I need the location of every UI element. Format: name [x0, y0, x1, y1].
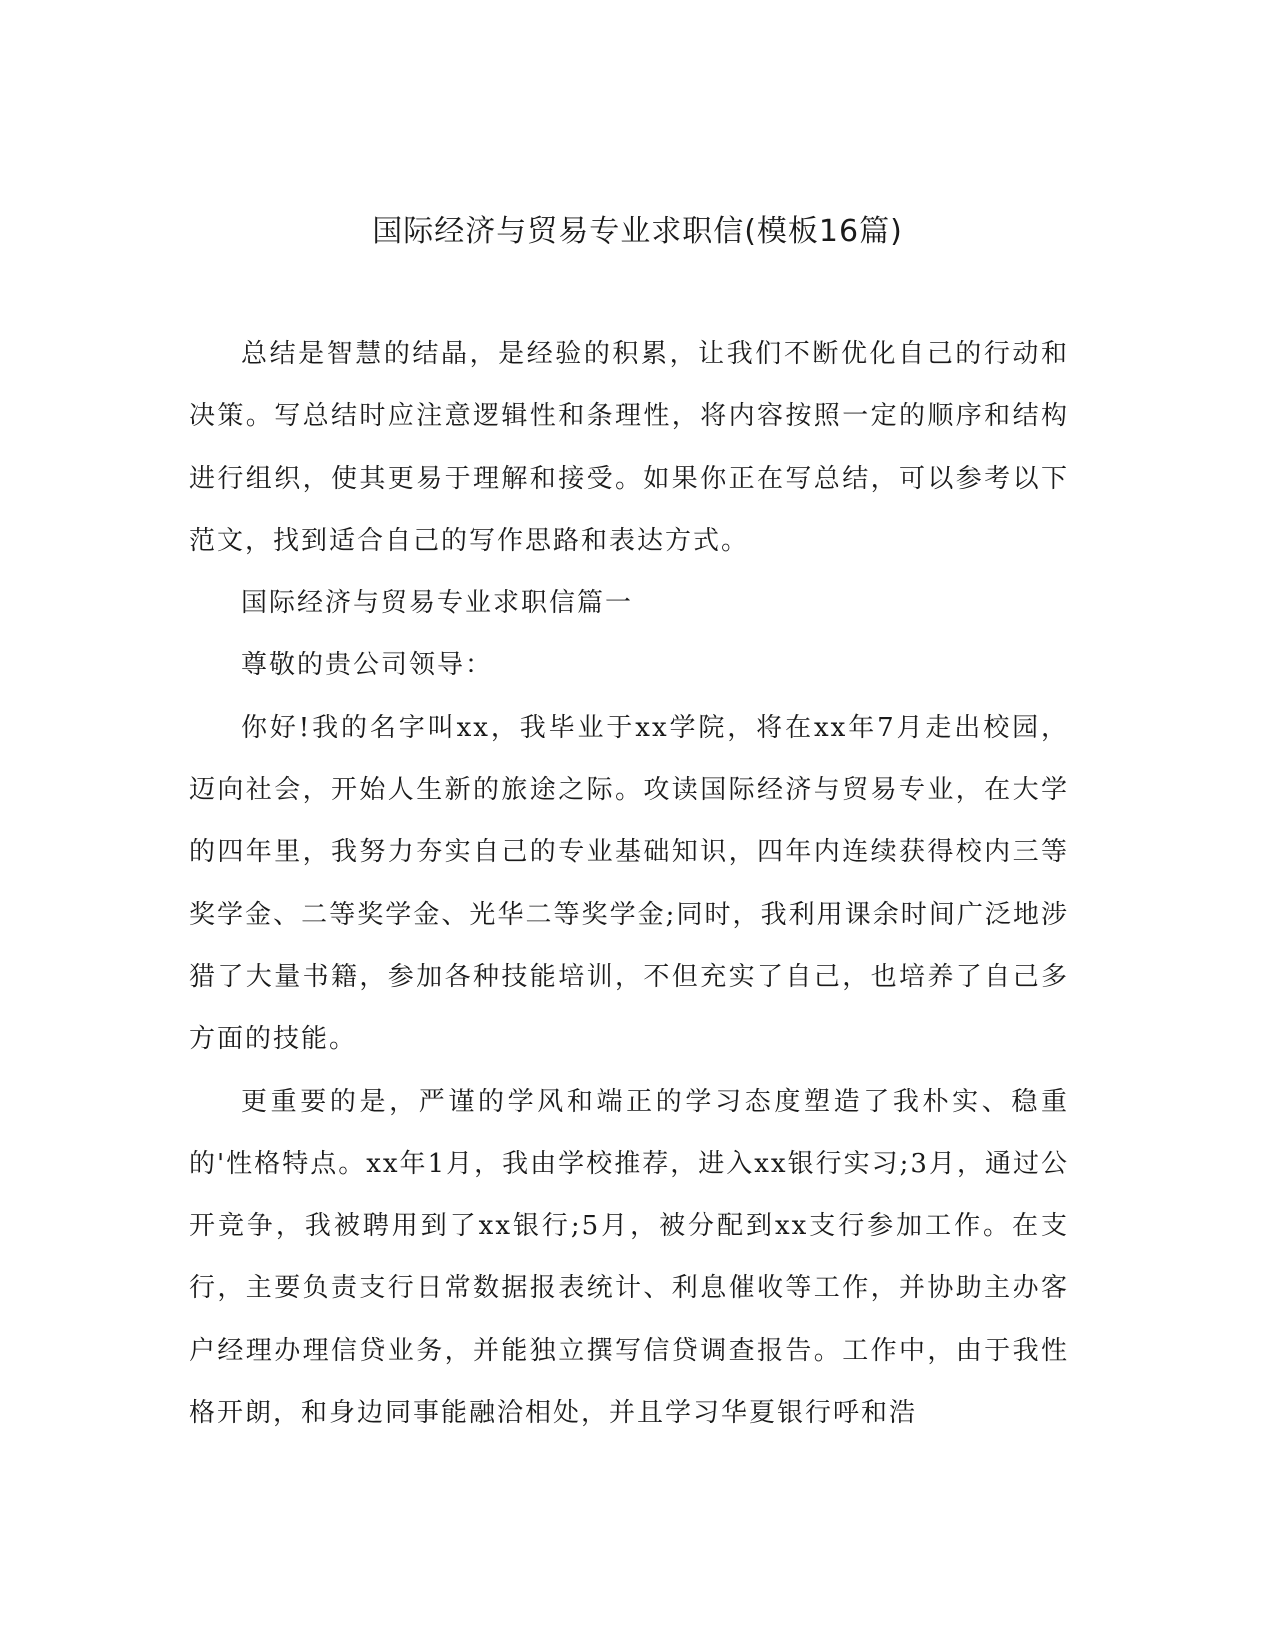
document-title: 国际经济与贸易专业求职信(模板16篇)	[372, 214, 903, 249]
document-body	[189, 323, 1069, 1444]
salutation: 尊敬的贵公司领导：	[241, 650, 494, 681]
body-paragraph: 更重要的是，严谨的学风和端正的学习态度塑造了我朴实、稳重的'性格特点。xx年1月，我由学校推荐，进入xx银行实习;3月，通过公开竞争，我被聘用到了xx银行;5月，被分配到xx支行参加工作。在支行，主要负责支行日常数据报表统计、利息催收等工作，并协助主办客户经理办理信贷业务，并能独立撰写信贷调查报告。工作中，由于我性格开朗，和身边同事能融洽相处，并且学习华夏银行呼和浩	[189, 1086, 1069, 1429]
intro-paragraph: 总结是智慧的结晶，是经验的积累，让我们不断优化自己的行动和决策。写总结时应注意逻辑性和条理性，将内容按照一定的顺序和结构进行组织，使其更易于理解和接受。如果你正在写总结，可以参考以下范文，找到适合自己的写作思路和表达方式。	[189, 339, 1069, 556]
section-heading: 国际经济与贸易专业求职信篇一	[241, 588, 634, 619]
body-paragraph: 你好!我的名字叫xx，我毕业于xx学院，将在xx年7月走出校园，迈向社会，开始人生新的旅途之际。攻读国际经济与贸易专业，在大学的四年里，我努力夯实自己的专业基础知识，四年内连续获得校内三等奖学金、二等奖学金、光华二等奖学金;同时，我利用课余时间广泛地涉猎了大量书籍，参加各种技能培训，不但充实了自己，也培养了自己多方面的技能。	[189, 712, 1069, 1055]
